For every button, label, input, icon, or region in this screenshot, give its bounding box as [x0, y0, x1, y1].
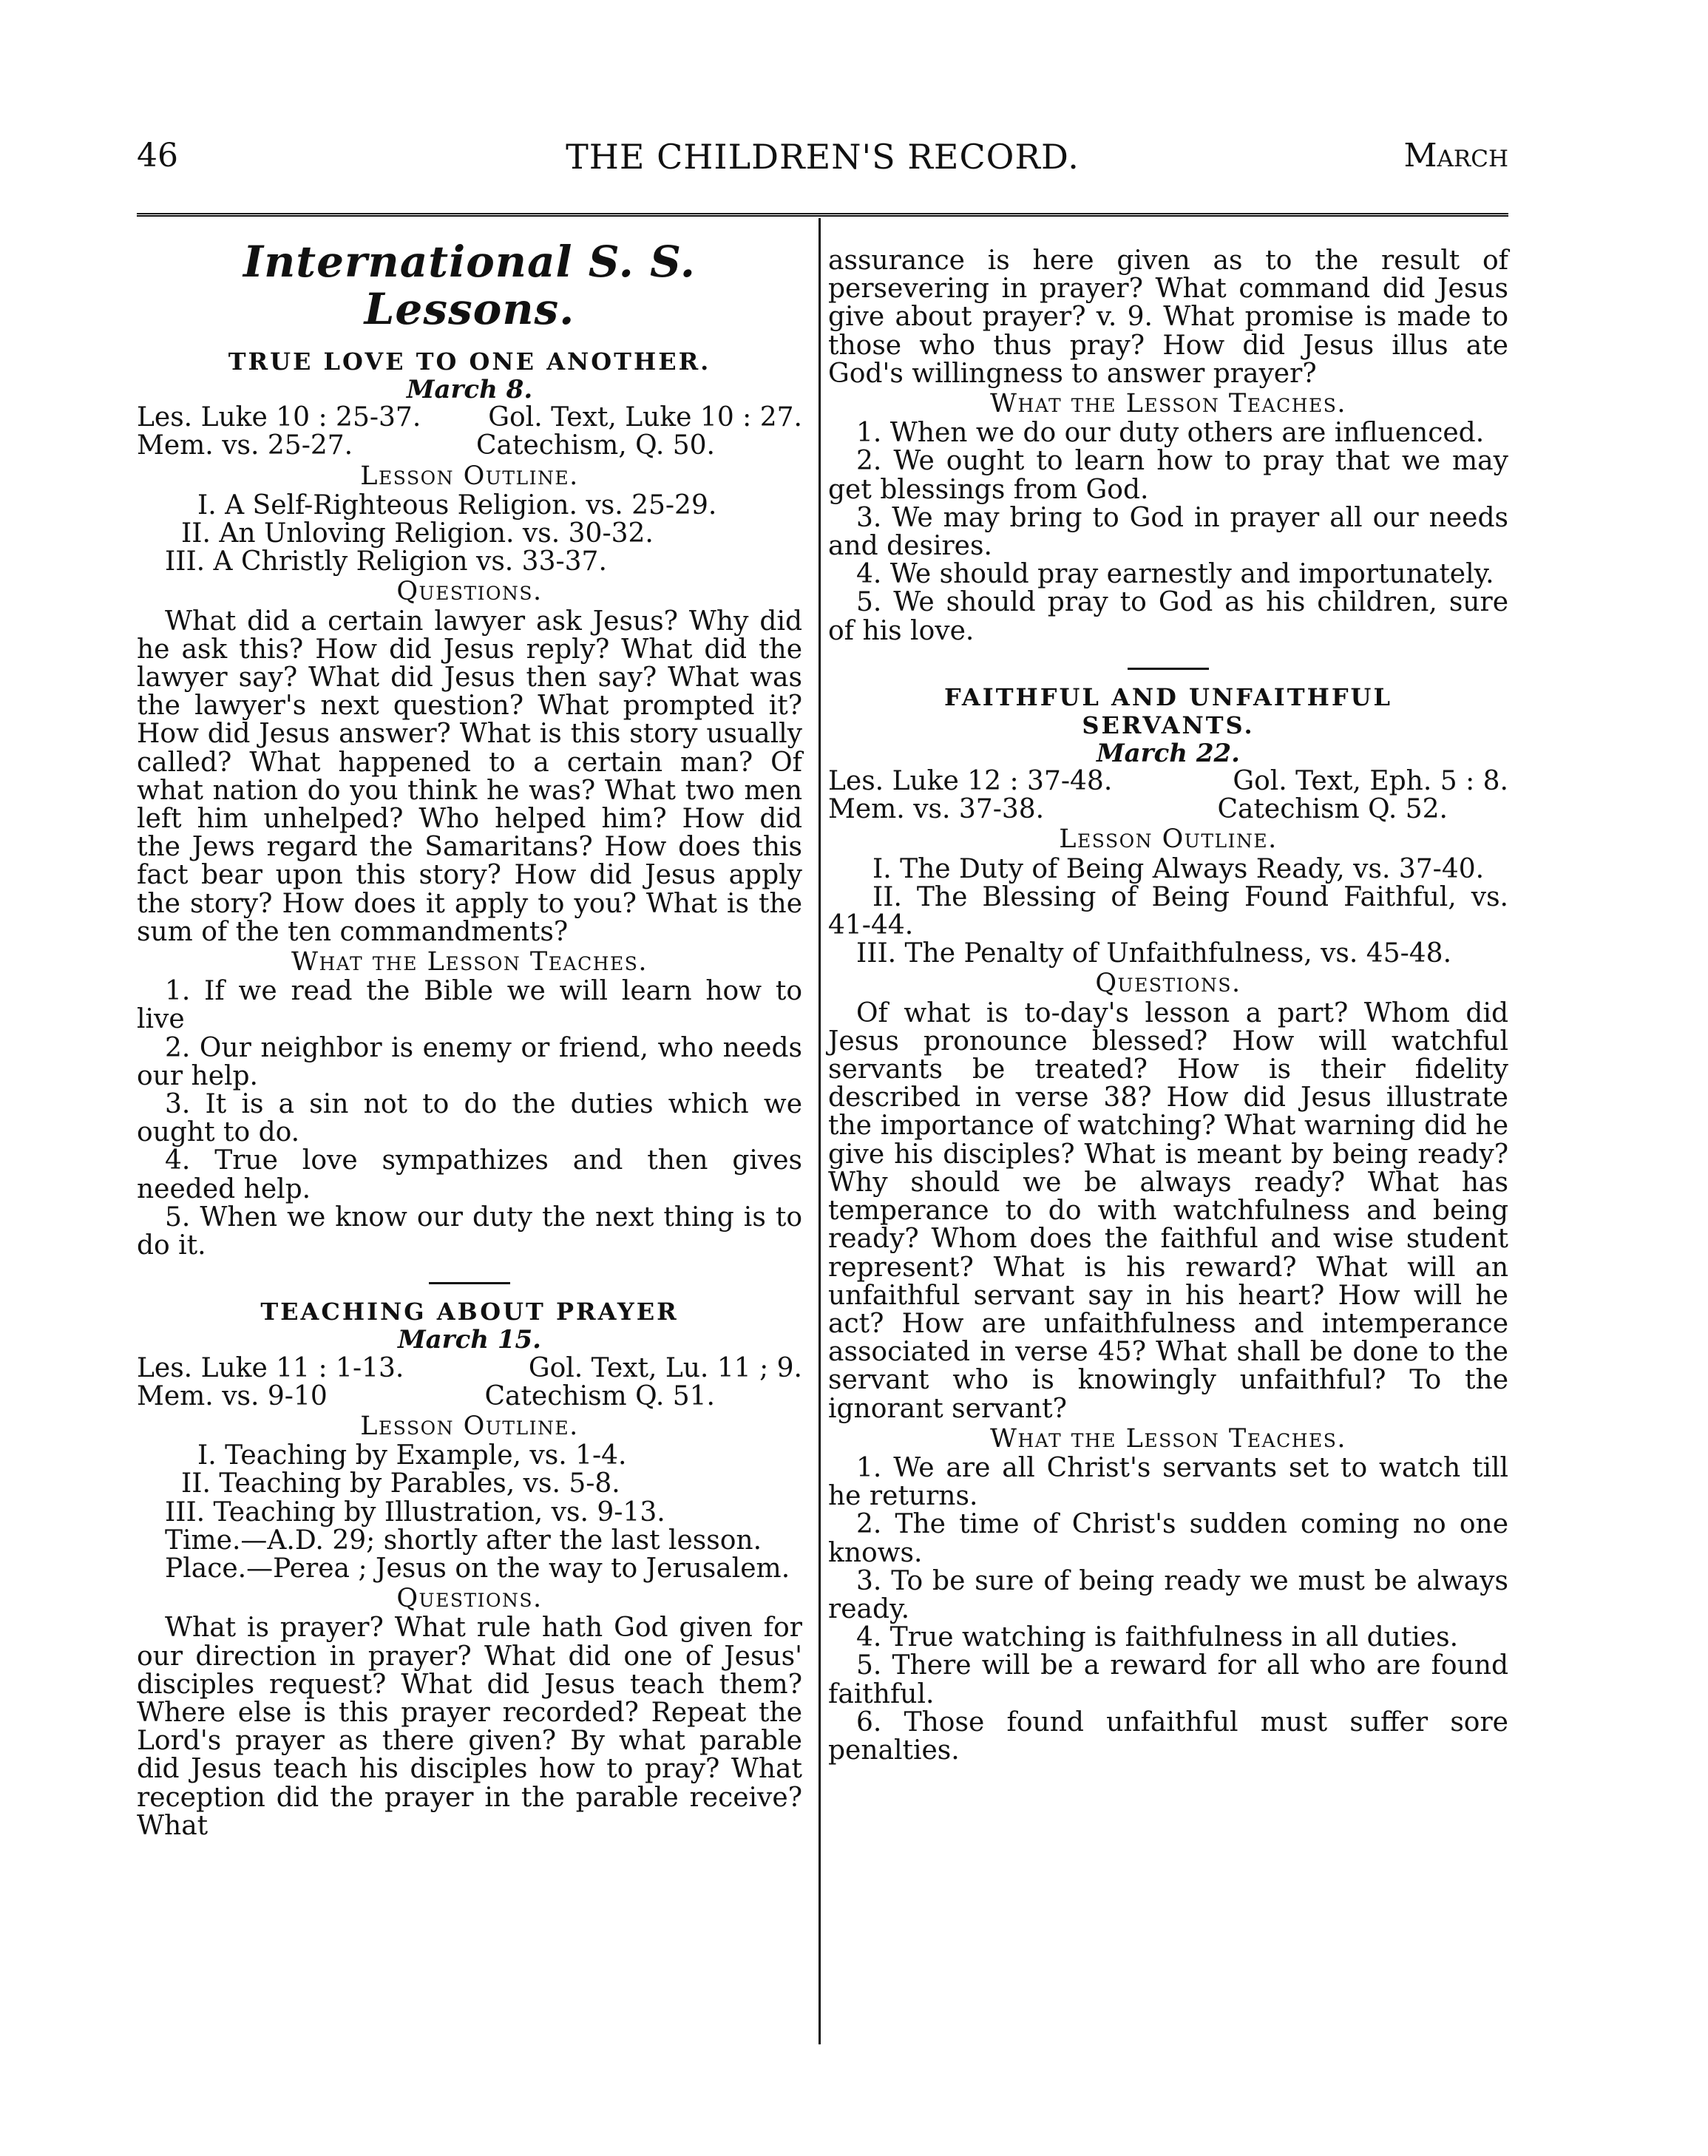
lesson2-outline-heading: Lesson Outline. [360, 1411, 579, 1441]
lesson2-questions: What is prayer? What rule hath God given for our direction in prayer? What did one of Jesus' disciples request? What did Jesus teach them? Where else is this prayer recorded? Repeat the Lord's prayer as there given? By what parable did Jesus teach his disciples how to pray? What reception did the prayer in the parable receive? What [137, 1613, 802, 1841]
lesson2-title: TEACHING ABOUT PRAYER [260, 1298, 679, 1326]
lesson2-place: Place.—Perea ; Jesus on the way to Jerusalem. [165, 1553, 790, 1584]
banner-title: International S. S. Lessons. [243, 237, 696, 334]
teaches-item: 1. If we read the Bible we will learn how to live [137, 976, 802, 1035]
lesson3-teaches-heading: What the Lesson Teaches. [990, 1423, 1346, 1454]
lesson1-les: Les. Luke 10 : 25-37. [137, 402, 421, 433]
lesson2-refs-row2 [137, 1380, 802, 1411]
lesson1-date: March 8. [406, 375, 533, 404]
lesson1-title: TRUE LOVE TO ONE ANOTHER. [228, 348, 711, 376]
teaches-item: 3. It is a sin not to do the duties which we ought to do. [137, 1089, 802, 1148]
lesson1-outline [137, 489, 802, 577]
outline-item: III. The Penalty of Unfaithfulness, vs. 45-48. [856, 938, 1452, 969]
lesson1-gol: Gol. Text, Luke 10 : 27. [488, 402, 802, 433]
teaches-item: 1. When we do our duty others are influenced. [856, 418, 1485, 449]
page-number: 46 [137, 137, 178, 174]
outline-item: III. A Christly Religion vs. 33-37. [165, 546, 607, 577]
lesson1-refs-row2 [137, 432, 802, 460]
lesson2-refs-row1 [137, 1352, 802, 1383]
outline-item: I. Teaching by Example, vs. 1-4. [197, 1440, 627, 1471]
lesson3-date: March 22. [1097, 738, 1240, 768]
lesson3-les: Les. Luke 12 : 37-48. [828, 766, 1113, 797]
lesson2-teaches-heading: What the Lesson Teaches. [990, 389, 1346, 419]
header-rule [137, 213, 1508, 219]
teaches-item: 3. We may bring to God in prayer all our needs and desires. [828, 502, 1508, 562]
section-rule [429, 1282, 510, 1284]
lesson3-outline-heading: Lesson Outline. [1059, 824, 1278, 855]
teaches-item: 1. We are all Christ's servants set to watch till he returns. [828, 1452, 1508, 1512]
lesson3-cat: Catechism Q. 52. [1217, 794, 1448, 825]
teaches-item: 4. True love sympathizes and then gives needed help. [137, 1145, 802, 1204]
teaches-item: 2. The time of Christ's sudden coming no one knows. [828, 1509, 1508, 1568]
lesson1-questions: What did a certain lawyer ask Jesus? Why did he ask this? How did Jesus reply? What did the lawyer say? What did Jesus then say? What was the lawyer's next question? What prompted it? How did Jesus answer? What is this story usually called? What happened to a certain man? Of what nation do you think he was? What two men left him unhelped? Who helped him? How did the Jews regard the Samaritans? How does this fact bear upon this story? How did Jesus apply the story? How does it apply to you? What is the sum of the ten commandments? [137, 606, 802, 947]
lesson2-time: Time.—A.D. 29; shortly after the last lesson. [165, 1525, 762, 1556]
lesson2-outline [137, 1442, 802, 1527]
lesson2-date: March 15. [398, 1325, 541, 1355]
lesson2-gol: Gol. Text, Lu. 11 ; 9. [528, 1352, 802, 1383]
lesson2-questions-heading: Questions. [396, 1584, 543, 1614]
lesson3-title: FAITHFUL AND UNFAITHFUL SERVANTS. [944, 682, 1392, 739]
outline-item: II. An Unloving Religion. vs. 30-32. [181, 518, 654, 549]
lesson1-mem: Mem. vs. 25-27. [137, 430, 353, 461]
page-header [137, 137, 1508, 189]
lesson3-refs-row2 [828, 796, 1508, 824]
teaches-item: 2. We ought to learn how to pray that we may get blessings from God. [828, 446, 1508, 505]
lesson1-cat: Catechism, Q. 50. [476, 430, 715, 461]
outline-item: II. Teaching by Parables, vs. 5-8. [181, 1468, 620, 1499]
lesson3-questions: Of what is to-day's lesson a part? Whom did Jesus pronounce blessed? How will watchful servants be treated? How is their fidelity described in verse 38? How did Jesus illustrate the importance of watching? What warning did he give his disciples? What is meant by being ready? Why should we be always ready? What has temperance to do with watchfulness and being ready? Whom does the faithful and wise student represent? What is his reward? What will an unfaithful servant say in his heart? How will he act? How are unfaithfulness and intemperance associated in verse 45? What shall be done to the servant who is knowingly unfaithful? To the ignorant servant? [828, 997, 1508, 1424]
teaches-item: 4. We should pray earnestly and importunately. [856, 559, 1494, 590]
teaches-item: 3. To be sure of being ready we must be always ready. [828, 1565, 1508, 1624]
lesson2-questions-cont: assurance is here given as to the result of persevering in prayer? What command did Jesus give about prayer? v. 9. What promise is made to those who thus pray? How did Jesus illus ate God's willingness to answer prayer? [828, 245, 1508, 389]
teaches-item: 6. Those found unfaithful must suffer sore penalties. [828, 1706, 1508, 1766]
teaches-item: 5. There will be a reward for all who are found faithful. [828, 1650, 1508, 1709]
lesson2-mem: Mem. vs. 9-10 [137, 1380, 328, 1411]
outline-item: I. A Self-Righteous Religion. vs. 25-29. [197, 489, 717, 521]
left-column [137, 222, 802, 1840]
lesson1-outline-heading: Lesson Outline. [360, 461, 579, 491]
outline-item: I. The Duty of Being Always Ready, vs. 37-40. [872, 853, 1485, 884]
outline-item: III. Teaching by Illustration, vs. 9-13. [165, 1496, 665, 1528]
lesson3-refs-row1 [828, 767, 1508, 796]
teaches-item: 2. Our neighbor is enemy or friend, who needs our help. [137, 1032, 802, 1091]
lesson1-questions-heading: Questions. [396, 577, 543, 607]
lesson3-mem: Mem. vs. 37-38. [828, 794, 1045, 825]
lesson3-questions-heading: Questions. [1095, 969, 1241, 999]
lesson1-refs-row1 [137, 404, 802, 432]
lesson2-cat: Catechism Q. 51. [484, 1380, 715, 1411]
lesson2-les: Les. Luke 11 : 1-13. [137, 1352, 404, 1383]
teaches-item: 4. True watching is faithfulness in all duties. [856, 1622, 1459, 1653]
teaches-item: 5. We should pray to God as his children, sure of his love. [828, 587, 1508, 646]
lesson3-gol: Gol. Text, Eph. 5 : 8. [1233, 766, 1508, 797]
column-divider [819, 218, 821, 2044]
right-column [828, 222, 1508, 1765]
teaches-item: 5. When we know our duty the next thing is to do it. [137, 1201, 802, 1261]
page-month: March [1403, 137, 1508, 174]
outline-item: II. The Blessing of Being Found Faithful, vs. 41-44. [828, 881, 1508, 941]
lesson1-teaches-heading: What the Lesson Teaches. [291, 947, 648, 977]
section-rule [1128, 668, 1209, 670]
page-title: THE CHILDREN'S RECORD. [566, 137, 1080, 177]
